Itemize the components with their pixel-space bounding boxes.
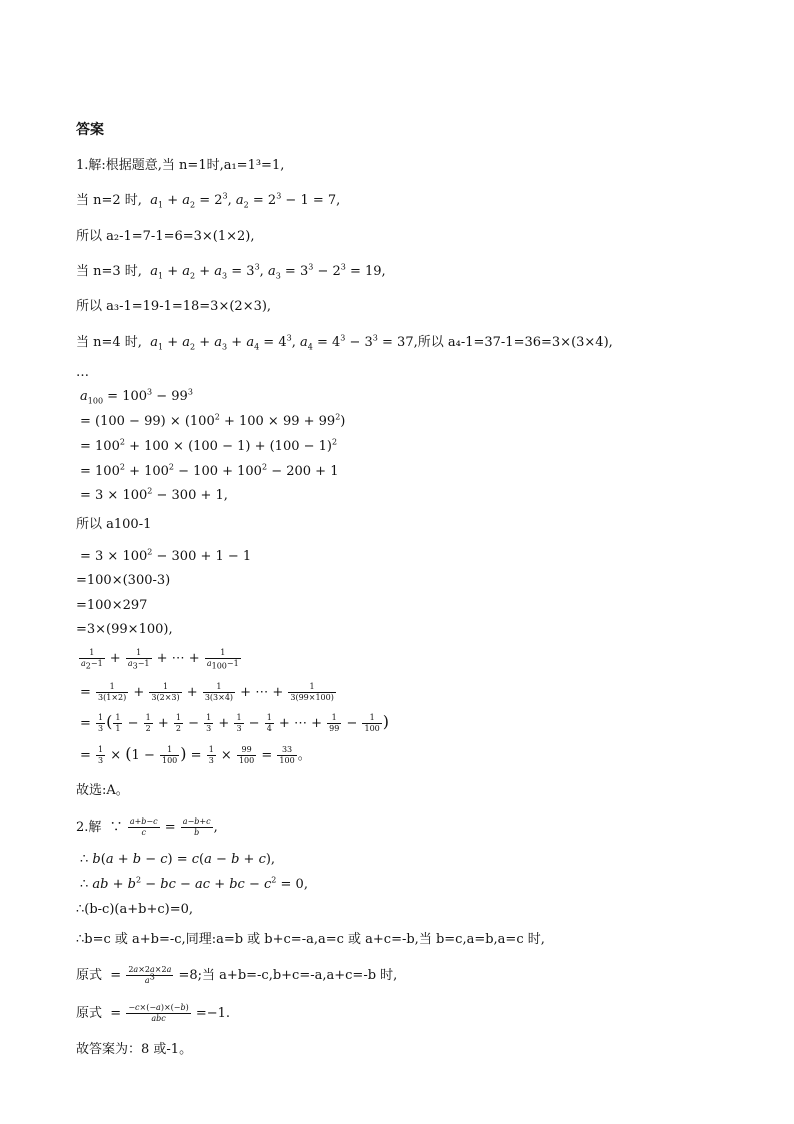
- q2-given-equation: ∵ $\frac{a+b-c}{c}$ = $\frac{a-b+c}{b}$ ,: [105, 817, 218, 837]
- q1-line-6-suffix: ,所以 a₄-1=37-1=36=3×(3×4),: [413, 335, 613, 350]
- q2-yuanshi-label: 原式: [76, 968, 103, 983]
- q1-a100-step-3: = $100^2 + 100 \times (100 - 1) + (100 - 1)^2$: [80, 437, 338, 454]
- q1-a100-step-4: = $100^2 + 100^2 - 100 + 100^2 - 200 + 1$: [80, 462, 339, 479]
- fraction: $\frac{1}{2}$: [145, 713, 151, 733]
- q2-line-1: [76, 817, 218, 838]
- q1-sum-step-3: = $\frac{1}{3}$ × (1 − $\frac{1}{100}$ ) = $\frac{1}{3}$ × $\frac{99}{100}$ = $\frac{33}{100}$ 。: [80, 744, 311, 765]
- q1-line-2: [76, 192, 340, 210]
- fraction: $\frac{-c\times(-a)\times(-b)}{\text{abc}}$: [128, 1003, 189, 1023]
- q2-line-3: ∴ ab + $b^2$ − bc − ac + bc − $c^2 = 0$,: [80, 875, 308, 892]
- q2-line-7: [76, 1003, 230, 1024]
- q1-line-6-prefix: 当 n=4 时,: [76, 335, 142, 350]
- q1-formula-n3: $a_1 + a_2 + a_3 = 3^3$, $a_3 = 3^3 - 2^3 = 19$,: [150, 262, 386, 281]
- fraction: $\frac{1}{a_2-1}$: [81, 648, 103, 671]
- fraction: $\frac{2a\times 2a\times 2a}{a^3}$: [128, 965, 172, 985]
- q1-line-1: 1.解:根据题意,当 n=1时,a₁=1³=1,: [76, 158, 285, 173]
- q1-formula-n4: $a_1 + a_2 + a_3 + a_4 = 4^3$, $a_4 = 4^3 - 3^3 = 37$: [150, 333, 414, 352]
- q2-line-6: [76, 965, 397, 986]
- q1-a100-step-5: = $3 \times 100^2 - 300 + 1$,: [80, 486, 228, 503]
- q1-line-2-prefix: 当 n=2 时,: [76, 193, 142, 208]
- q1-a100-step-1: $a_{100} = 100^3 - 99^3$: [80, 387, 193, 406]
- q1-line-11: =100×297: [76, 598, 148, 613]
- q2-line-4: ∴(b-c)(a+b+c)=0,: [76, 902, 193, 917]
- q2-line-1-prefix: 2.解: [76, 820, 102, 835]
- fraction: $\frac{1}{3}$: [206, 713, 212, 733]
- fraction: $\frac{1}{100}$: [161, 745, 178, 765]
- q1-line-4-prefix: 当 n=3 时,: [76, 264, 142, 279]
- fraction: $\frac{1}{a_3-1}$: [127, 648, 150, 671]
- q1-a100-step-2: = $(100 - 99) \times (100^2 + 100 \times 99 + 99^2)$: [80, 412, 346, 429]
- fraction: $\frac{a+b-c}{c}$: [129, 817, 158, 837]
- q1-line-9: = $3 \times 100^2 - 300 + 1 - 1$: [80, 547, 252, 564]
- fraction: $\frac{33}{100}$: [279, 745, 295, 765]
- q1-sum-step-2: = $\frac{1}{3}$ ( $\frac{1}{1}$ − $\frac{1}{2}$ + $\frac{1}{2}$ − $\frac{1}{3}$ + $\frac{1}{3}$ − $\frac{1}{4}$ + ⋯ + $\frac{1}{99}$ − $\frac{1}{100}$ ): [80, 712, 390, 733]
- fraction: $\frac{1}{3}$: [98, 713, 104, 733]
- q1-line-3: 所以 a₂-1=7-1=6=3×(1×2),: [76, 229, 255, 244]
- fraction: $\frac{1}{2}$: [175, 713, 181, 733]
- q2-formula-case-2: = $\frac{-c\times(-a)\times(-b)}{\text{abc}}$: [106, 1003, 189, 1023]
- q1-answer: 故选:A。: [76, 783, 129, 798]
- q1-formula-n2: $a_1 + a_2 = 2^3$, $a_2 = 2^3 - 1 = 7$,: [150, 191, 341, 210]
- q1-line-5: 所以 a₃-1=19-1=18=3×(2×3),: [76, 299, 272, 314]
- q2-line-7-suffix: =−1.: [195, 1006, 231, 1021]
- fraction: $\frac{1}{3(99\times 100)}$: [290, 682, 334, 702]
- q2-formula-case-1: = $\frac{2a\times 2a\times 2a}{a^3}$: [106, 965, 172, 985]
- fraction: $\frac{1}{3}$: [208, 745, 214, 765]
- fraction: $\frac{99}{100}$: [238, 745, 255, 765]
- q1-line-8: 所以 a100-1: [76, 517, 152, 532]
- fraction: $\frac{1}{1}$: [115, 713, 121, 733]
- fraction: $\frac{1}{3(1\times 2)}$: [98, 682, 127, 702]
- fraction: $\frac{1}{99}$: [329, 713, 340, 733]
- q1-line-6: [76, 334, 613, 352]
- q1-line-10: =100×(300-3): [76, 573, 171, 588]
- q2-yuanshi-label-2: 原式: [76, 1006, 103, 1021]
- q2-line-2: ∴ b(a + b − c) = c(a − b + c),: [80, 852, 276, 867]
- fraction: $\frac{1}{100}$: [364, 713, 380, 733]
- q2-line-5: ∴b=c 或 a+b=-c,同理:a=b 或 b+c=-a,a=c 或 a+c=-b,当 b=c,a=b,a=c 时,: [76, 932, 545, 947]
- q1-ellipsis: …: [76, 365, 89, 380]
- q1-sum-expression: $\frac{1}{a_2-1}$ + $\frac{1}{a_3-1}$ + ⋯ + $\frac{1}{a_{100}-1}$: [81, 648, 239, 671]
- fraction: $\frac{1}{a_{100}-1}$: [206, 648, 239, 671]
- fraction: $\frac{1}{3}$: [98, 745, 104, 765]
- q2-answer: 故答案为：8 或-1。: [76, 1042, 193, 1057]
- q1-line-4: [76, 263, 386, 281]
- fraction: $\frac{1}{3(3\times 4)}$: [204, 682, 234, 702]
- q1-sum-step-1: = $\frac{1}{3(1\times 2)}$ + $\frac{1}{3(2\times 3)}$ + $\frac{1}{3(3\times 4)}$ + ⋯ + $\frac{1}{3(99\times 100)}$: [80, 682, 334, 702]
- q1-line-12: =3×(99×100),: [76, 622, 173, 637]
- fraction: $\frac{a-b+c}{b}$: [182, 817, 211, 837]
- q2-line-6-suffix: =8;当 a+b=-c,b+c=-a,a+c=-b 时,: [178, 968, 398, 983]
- fraction: $\frac{1}{4}$: [266, 713, 272, 733]
- answer-title: 答案: [76, 122, 104, 138]
- fraction: $\frac{1}{3}$: [236, 713, 242, 733]
- fraction: $\frac{1}{3(2\times 3)}$: [151, 682, 180, 702]
